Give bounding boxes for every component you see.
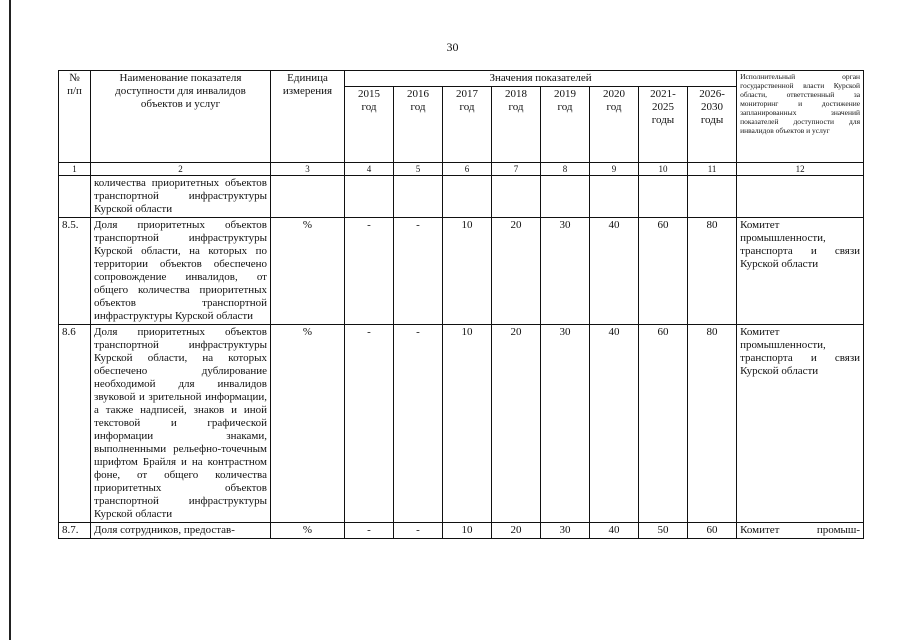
value-cell: -	[394, 523, 443, 539]
value-cell: 60	[688, 523, 737, 539]
value-cell	[345, 176, 394, 218]
header-year: 2026- 2030	[699, 88, 725, 113]
header-year: 2020	[603, 88, 625, 100]
value-cell: 40	[590, 523, 639, 539]
column-number: 10	[639, 163, 688, 176]
value-cell: -	[345, 325, 394, 523]
header-year-cell	[639, 87, 688, 163]
header-year-cell	[492, 87, 541, 163]
unit-cell: %	[271, 523, 345, 539]
column-number: 11	[688, 163, 737, 176]
column-number: 4	[345, 163, 394, 176]
page-number: 30	[446, 40, 459, 54]
value-cell: 80	[688, 325, 737, 523]
table-row	[59, 218, 864, 325]
header-year-cell	[394, 87, 443, 163]
header-year-cell	[541, 87, 590, 163]
header-year-cell	[688, 87, 737, 163]
column-number: 6	[443, 163, 492, 176]
table-row	[59, 523, 864, 539]
column-number-row	[59, 163, 864, 176]
value-cell: 10	[443, 523, 492, 539]
value-cell: 30	[541, 325, 590, 523]
column-number: 9	[590, 163, 639, 176]
indicator-name: Доля сотрудников, предостав-	[91, 523, 271, 539]
table-row	[59, 176, 864, 218]
indicators-table	[58, 70, 864, 539]
row-number: 8.5.	[59, 218, 91, 325]
unit-cell: %	[271, 325, 345, 523]
header-values-group: Значения показателей	[345, 71, 737, 87]
column-number: 7	[492, 163, 541, 176]
executor-cell	[737, 176, 864, 218]
value-cell: 60	[639, 218, 688, 325]
column-number: 5	[394, 163, 443, 176]
header-year: 2019	[554, 88, 576, 100]
indicator-name: Доля приоритетных объектов транспортной инфраструктуры Курской области, на которых по территории объектов обеспечено сопровождение инвалидов, от общего количества приоритетных объектов транспортной инфраструктуры Курской области	[91, 218, 271, 325]
header-year: 2015	[358, 88, 380, 100]
header-year-cell	[590, 87, 639, 163]
header-year-unit: годы	[700, 114, 724, 126]
value-cell: -	[345, 218, 394, 325]
column-number: 3	[271, 163, 345, 176]
row-number: 8.7.	[59, 523, 91, 539]
indicator-name: Доля приоритетных объектов транспортной инфраструктуры Курской области, на которых обеспечено дублирование необходимой для инвалидов звуковой и зрительной информации, а также надписей, знаков и иной текстовой и графической информации знаками, выполненными рельефно-точечным шрифтом Брайля и на контрастном фоне, от общего количества приоритетных объектов транспортной инфраструктуры Курской области	[91, 325, 271, 523]
value-cell	[394, 176, 443, 218]
executor-cell: Комитет промышленности, транспорта и связи Курской области	[737, 218, 864, 325]
left-margin-rule	[9, 0, 11, 640]
header-year-unit: год	[410, 101, 426, 113]
value-cell: -	[394, 325, 443, 523]
header-unit: Единица измерения	[271, 71, 345, 163]
unit-cell: %	[271, 218, 345, 325]
value-cell	[541, 176, 590, 218]
header-year: 2018	[505, 88, 527, 100]
value-cell: 10	[443, 325, 492, 523]
column-number: 1	[59, 163, 91, 176]
header-year-unit: годы	[651, 114, 675, 126]
header-year-unit: год	[606, 101, 622, 113]
header-year: 2016	[407, 88, 429, 100]
column-number: 12	[737, 163, 864, 176]
table-row	[59, 325, 864, 523]
value-cell: 50	[639, 523, 688, 539]
value-cell: 10	[443, 218, 492, 325]
row-number	[59, 176, 91, 218]
column-number: 2	[91, 163, 271, 176]
header-year-unit: год	[361, 101, 377, 113]
value-cell: 60	[639, 325, 688, 523]
column-number: 8	[541, 163, 590, 176]
value-cell: 30	[541, 523, 590, 539]
header-year: 2021- 2025	[650, 88, 676, 113]
value-cell: 30	[541, 218, 590, 325]
row-number: 8.6	[59, 325, 91, 523]
header-year-unit: год	[557, 101, 573, 113]
header-indicator: Наименование показателя доступности для инвалидов объектов и услуг	[91, 71, 271, 163]
value-cell	[688, 176, 737, 218]
header-year-unit: год	[508, 101, 524, 113]
header-year-cell	[345, 87, 394, 163]
value-cell: 20	[492, 325, 541, 523]
value-cell	[443, 176, 492, 218]
header-year: 2017	[456, 88, 478, 100]
value-cell: -	[345, 523, 394, 539]
executor-cell: Комитет промышленности, транспорта и связи Курской области	[737, 325, 864, 523]
indicator-name: количества приоритетных объектов транспортной инфраструктуры Курской области	[91, 176, 271, 218]
value-cell: 20	[492, 218, 541, 325]
value-cell: 20	[492, 523, 541, 539]
value-cell: 40	[590, 218, 639, 325]
header-row-1	[59, 71, 864, 87]
value-cell: 40	[590, 325, 639, 523]
value-cell	[492, 176, 541, 218]
header-year-unit: год	[459, 101, 475, 113]
header-year-cell	[443, 87, 492, 163]
executor-cell: Комитет промыш-	[737, 523, 864, 539]
value-cell	[590, 176, 639, 218]
header-executor: Исполнительный орган государственной власти Курской области, ответственный за мониторинг и достижение запланированных значений показателей доступности для инвалидов объектов и услуг	[737, 71, 864, 163]
value-cell: -	[394, 218, 443, 325]
value-cell: 80	[688, 218, 737, 325]
value-cell	[639, 176, 688, 218]
header-no: № п/п	[59, 71, 91, 163]
unit-cell	[271, 176, 345, 218]
